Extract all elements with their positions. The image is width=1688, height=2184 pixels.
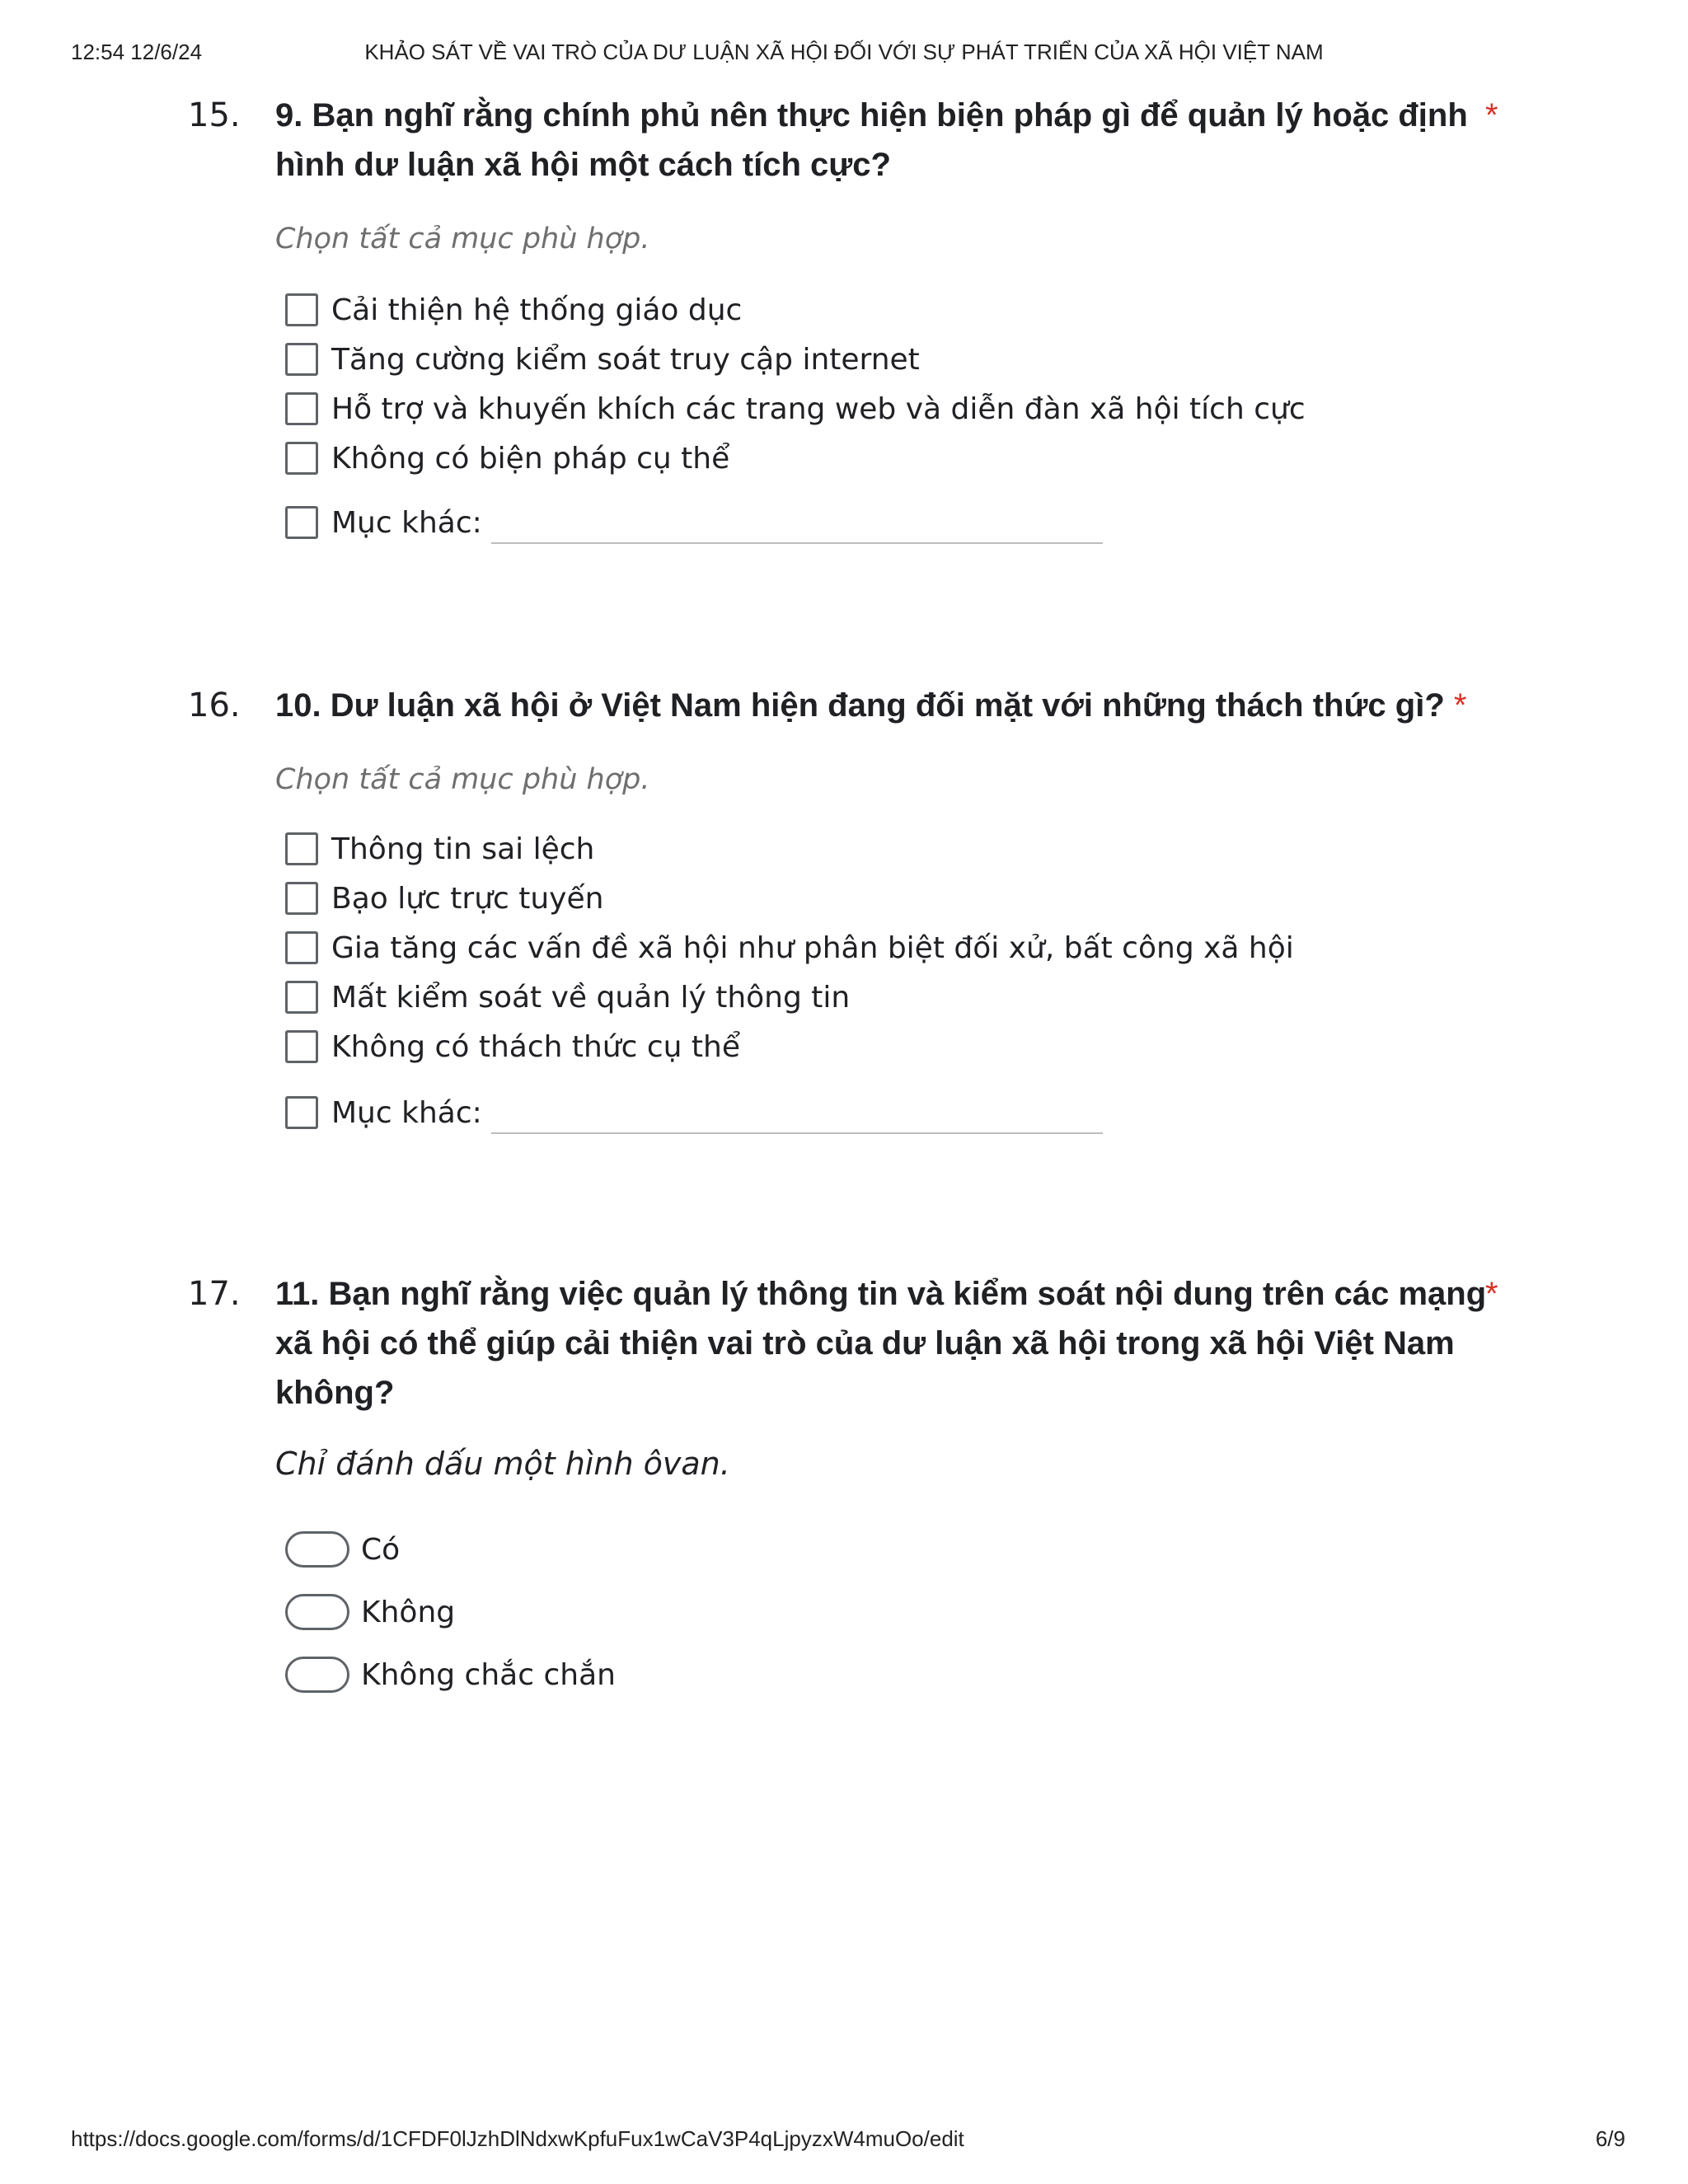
- page-number: 6/9: [1595, 2126, 1625, 2151]
- page-url: https://docs.google.com/forms/d/1CFDF0lJzhDlNdxwKpfuFux1wCaV3P4qLjpyzxW4muOo/edit: [71, 2126, 964, 2151]
- checkbox-option[interactable]: [285, 1027, 740, 1066]
- question-title-text: 10. Dư luận xã hội ở Việt Nam hiện đang đối mặt với những thách thức gì?: [275, 687, 1445, 724]
- option-label: Không: [361, 1595, 456, 1629]
- option-label: Mất kiểm soát về quản lý thông tin: [331, 980, 851, 1015]
- question-title: [275, 681, 1487, 730]
- option-label: Có: [361, 1532, 401, 1567]
- required-asterisk: *: [1485, 97, 1498, 134]
- oval-radio[interactable]: [285, 1531, 349, 1568]
- question-number: 15.: [188, 96, 241, 134]
- question-number: 16.: [188, 687, 241, 724]
- other-label: Mục khác:: [331, 505, 482, 540]
- option-label: Bạo lực trực tuyến: [331, 881, 604, 916]
- radio-option[interactable]: [285, 1592, 455, 1632]
- checkbox[interactable]: [285, 1096, 318, 1129]
- option-label: Cải thiện hệ thống giáo dục: [331, 293, 743, 327]
- question-hint: Chọn tất cả mục phù hợp.: [275, 763, 650, 796]
- option-label: Gia tăng các vấn đề xã hội như phân biệt đối xử, bất công xã hội: [331, 930, 1294, 965]
- option-label: Không có thách thức cụ thể: [331, 1029, 740, 1064]
- question-title: 9. Bạn nghĩ rằng chính phủ nên thực hiện biện pháp gì để quản lý hoặc định hình dư luận xã hội một cách tích cực?: [275, 97, 1468, 183]
- question-hint: Chỉ đánh dấu một hình ôvan.: [275, 1446, 730, 1482]
- checkbox-option[interactable]: [285, 340, 920, 379]
- checkbox-option[interactable]: [285, 879, 603, 918]
- checkbox[interactable]: [285, 882, 318, 915]
- checkbox[interactable]: [285, 981, 318, 1014]
- checkbox[interactable]: [285, 832, 318, 865]
- checkbox-option[interactable]: [285, 290, 742, 330]
- document-title: KHẢO SÁT VỀ VAI TRÒ CỦA DƯ LUẬN XÃ HỘI ĐỐI VỚI SỰ PHÁT TRIỂN CỦA XÃ HỘI VIỆT NAM: [364, 40, 1324, 64]
- oval-radio[interactable]: [285, 1657, 349, 1693]
- question-hint: Chọn tất cả mục phù hợp.: [275, 223, 650, 255]
- checkbox-option[interactable]: [285, 389, 1306, 429]
- checkbox[interactable]: [285, 931, 318, 964]
- radio-option[interactable]: [285, 1530, 400, 1569]
- checkbox[interactable]: [285, 442, 318, 475]
- option-label: Không có biện pháp cụ thể: [331, 441, 730, 476]
- checkbox[interactable]: [285, 392, 318, 425]
- checkbox-option[interactable]: [285, 829, 594, 869]
- checkbox[interactable]: [285, 293, 318, 326]
- option-label: Tăng cường kiểm soát truy cập internet: [331, 342, 920, 377]
- required-asterisk: *: [1485, 1276, 1498, 1312]
- other-option[interactable]: [285, 503, 482, 542]
- checkbox-option[interactable]: [285, 928, 1294, 968]
- other-text-field[interactable]: [491, 1132, 1103, 1134]
- other-option[interactable]: [285, 1093, 482, 1132]
- other-label: Mục khác:: [331, 1095, 482, 1130]
- checkbox[interactable]: [285, 1030, 318, 1063]
- question-number: 17.: [188, 1275, 241, 1313]
- question-title: 11. Bạn nghĩ rằng việc quản lý thông tin và kiểm soát nội dung trên các mạng xã hội có thể giúp cải thiện vai trò của dư luận xã hội trong xã hội Việt Nam không?: [275, 1276, 1487, 1411]
- option-label: Không chắc chắn: [361, 1657, 616, 1692]
- oval-radio[interactable]: [285, 1594, 349, 1630]
- print-timestamp: 12:54 12/6/24: [71, 40, 203, 64]
- checkbox[interactable]: [285, 343, 318, 376]
- required-asterisk: *: [1453, 687, 1467, 724]
- option-label: Thông tin sai lệch: [331, 832, 595, 866]
- checkbox-option[interactable]: [285, 977, 850, 1017]
- option-label: Hỗ trợ và khuyến khích các trang web và diễn đàn xã hội tích cực: [331, 391, 1306, 426]
- checkbox[interactable]: [285, 506, 318, 539]
- other-text-field[interactable]: [491, 542, 1103, 544]
- checkbox-option[interactable]: [285, 438, 729, 478]
- radio-option[interactable]: [285, 1655, 616, 1694]
